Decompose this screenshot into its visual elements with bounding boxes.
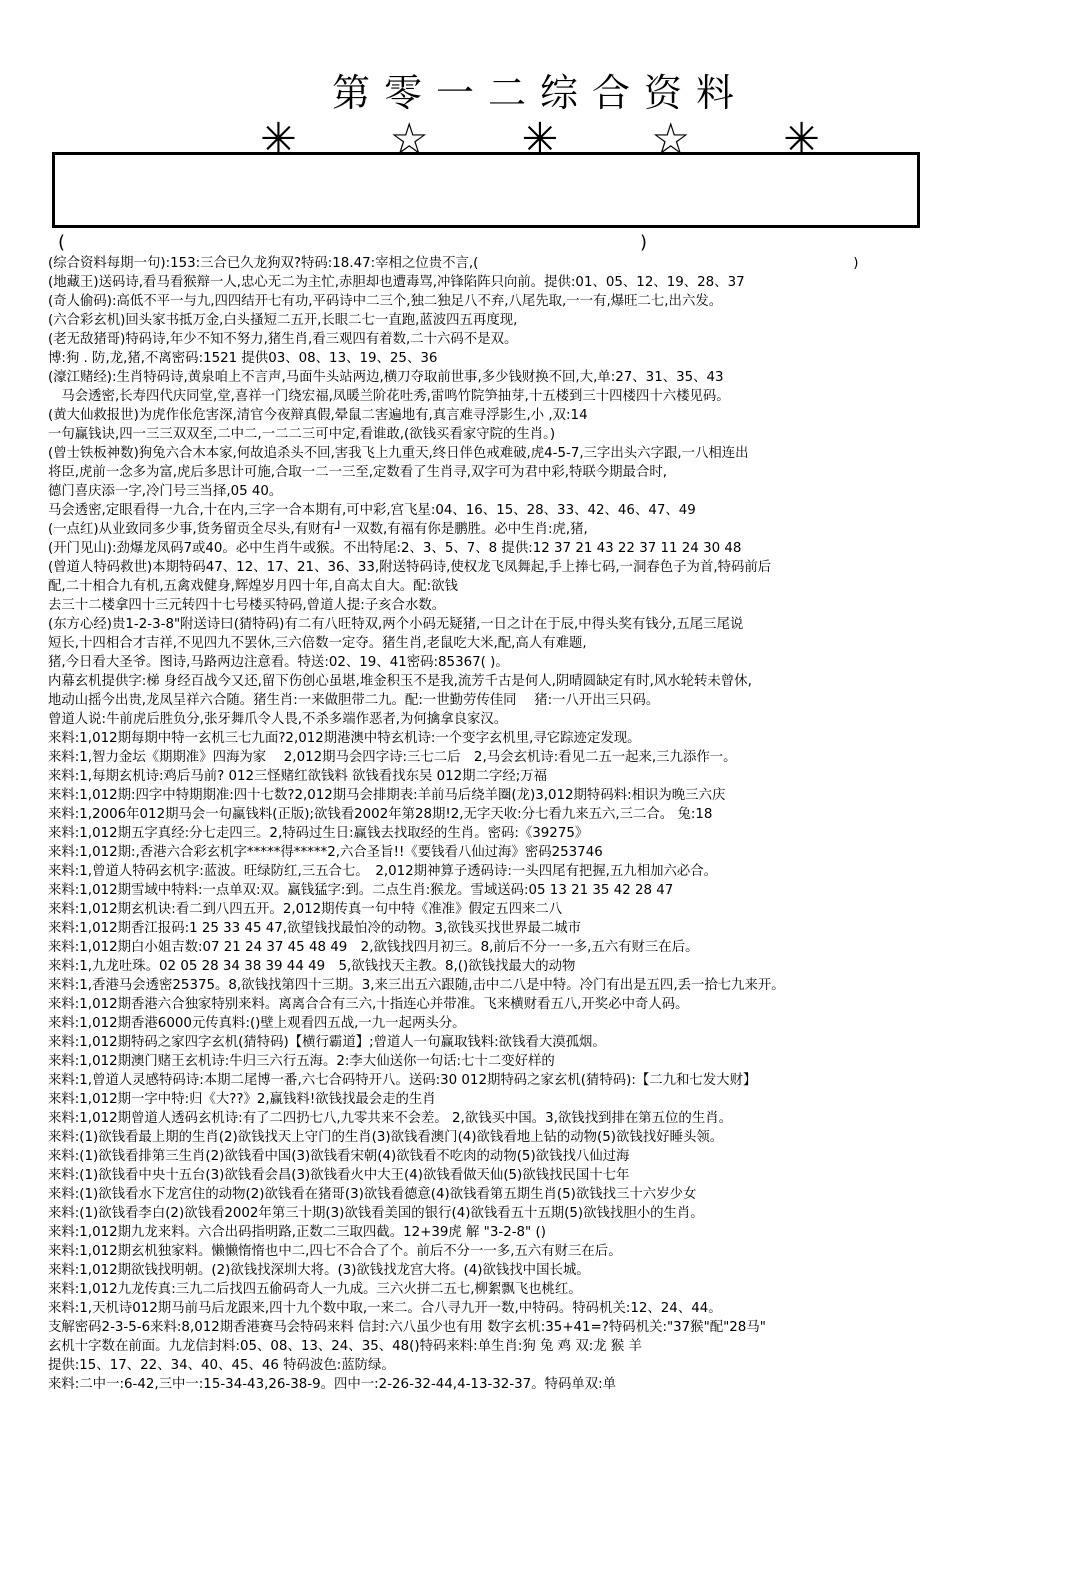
text-line: (一点红)从业致同多少事,货务留贡全尽头,有财有┘一双数,有福有你是鹏胜。必中生肖:虎,猪,: [48, 522, 588, 537]
text-line: 德门喜庆添一字,冷门号三当择,05 40。: [48, 484, 283, 499]
text-line: (综合资料每期一句):153:三合已久龙狗双?特码:18.47:宰相之位贵不言,( ): [48, 256, 859, 271]
text-line: 马会透密,长寿四代庆同堂,堂,喜祥一门绕宏福,凤暖兰阶花吐秀,雷鸣竹院笋抽芽,十五楼到三十四楼四十六楼见码。: [48, 389, 730, 404]
text-line: 地动山摇今出贵,龙凤呈祥六合随。猪生肖:一来做胆带二九。配:一世勤劳传佳同 猪:一八开出三只码。: [48, 693, 660, 708]
text-line: 来料:1,曾道人灵感特码诗:本期二尾博一番,六七合码特开八。送码:30 012期特码之家玄机(猜特码):【二九和七发大财】: [48, 1073, 757, 1088]
text-line: 来料:1,九龙吐珠。02 05 28 34 38 39 44 49 5,欲钱找天主教。8,()欲钱找最大的动物: [48, 959, 576, 974]
text-line: (曾士铁板神数)狗兔六合木本家,何故追杀头不回,害我飞上九重天,终日伴色戒难破,虎4-5-7,三字出头六字跟,一八相连出: [48, 446, 749, 461]
text-line: 来料:1,天机诗012期马前马后龙跟来,四十九个数中取,一来二。合八寻九开一数,中特码。特码机关:12、24、44。: [48, 1301, 722, 1316]
text-line: (濠江赌经):生肖特码诗,黄泉咱上不言声,马面牛头站两边,横刀夺取前世事,多少钱财换不回,大,单:27、31、35、43: [48, 370, 724, 385]
star-outline-icon: ☆: [651, 114, 691, 165]
document-body: [48, 254, 1060, 1394]
text-line: 来料:1,012期香港6000元传真料:()壁上观看四五战,一九一起两头分。: [48, 1016, 466, 1031]
text-line: 来料:1,012九龙传真:三九二后找四五偷码奇人一九成。三六火拼二五七,柳絮飘飞也桃红。: [48, 1282, 582, 1297]
text-line: (东方心经)贵1-2-3-8"附送诗曰(猜特码)有二有八旺特双,两个小码无疑猪,一日之计在于辰,中得头奖有钱分,五尾三尾说: [48, 617, 744, 632]
page-title: 第零一二综合资料: [331, 71, 748, 115]
text-line: (地藏王)送码诗,看马看猴辩一人,忠心无二为主忙,赤胆却也遭毒骂,冲锋陷阵只向前。提供:01、05、12、19、28、37: [48, 275, 745, 290]
text-line: 来料:1,智力金坛《期期准》四海为家 2,012期马会四字诗:三七二后 2,马会玄机诗:看见二五一起来,三九添作一。: [48, 750, 737, 765]
text-line: 短长,十四相合才吉祥,不见四九不罢休,三六倍数一定夺。猪生肖,老鼠吃大米,配,高人有难题,: [48, 636, 587, 651]
text-line: 来料:(1)欲钱看李白(2)欲钱看2002年第三十期(3)欲钱看美国的银行(4)欲钱看五十五期(5)欲钱找胆小的生肖。: [48, 1206, 704, 1221]
text-line: (奇人偷码):高低不平一与九,四四结开七有功,平码诗中二三个,独二独足八不弃,八尾先取,一一有,爆旺二七,出六发。: [48, 294, 723, 309]
text-line: 博:狗 . 防,龙,猪,不离密码:1521 提供03、08、13、19、25、36: [48, 351, 438, 366]
text-line: 内幕玄机提供字:梯 身经百战今又还,留下伤创心虽堪,堆金积玉不是我,流芳千古是何人,阴晴圆缺定有时,风水轮转未曾休,: [48, 674, 752, 689]
close-parenthesis: ): [640, 232, 648, 253]
text-line: 来料:1,012期特码之家四字玄机(猜特码)【横行霸道】;曾道人一句赢取钱料:欲钱看大漠孤烟。: [48, 1035, 606, 1050]
text-line: 来料:1,012期玄机独家料。懒懒惰惰也中二,四七不合合了个。前后不分一一多,五六有财三在后。: [48, 1244, 622, 1259]
star-outline-icon: ☆: [389, 114, 429, 165]
text-line: 来料:1,012期:四字中特期期准:四十七数?2,012期马会排期表:羊前马后绕羊圈(龙)3,012期特码料:相识为晚三六庆: [48, 788, 726, 803]
text-line: 将臣,虎前一念多为富,虎后多思计可施,合取一二一三至,定数看了生肖寻,双字可为君中彩,特联今期最合时,: [48, 465, 667, 480]
text-line: 提供:15、17、22、34、40、45、46 特码波色:蓝防绿。: [48, 1358, 395, 1373]
text-line: 支解密码2-3-5-6来料:8,012期香港赛马会特码来料 信封:六八虽少也有用 数字玄机:35+41=?特码机关:"37猴"配"28马": [48, 1320, 766, 1335]
text-line: 来料:1,012期香港六合独家特别来料。离离合合有三六,十指连心并带准。飞来横财看五八,开奖必中奇人码。: [48, 997, 689, 1012]
text-line: 来料:1,012期一字中特:归《大??》2,赢钱料!欲钱找最会走的生肖: [48, 1092, 436, 1107]
text-line: 来料:1,012期曾道人透码玄机诗:有了二四扔七八,九零共来不会差。 2,欲钱买中国。3,欲钱找到排在第五位的生肖。: [48, 1111, 732, 1126]
asterisk-icon: ✳: [521, 114, 559, 165]
text-line: 玄机十字数在前面。九龙信封料:05、08、13、24、35、48()特码来料:单生肖:狗 兔 鸡 双:龙 猴 羊: [48, 1339, 642, 1354]
text-line: 来料:1,香港马会透密25375。8,欲钱找第四十三期。3,来三出五六跟随,击中二八是中特。冷门有出是五四,丢一拾七九来开。: [48, 978, 785, 993]
text-line: 来料:1,012期九龙来料。六合出码指明路,正数二三取四截。12+39虎 解 "3-2-8" (): [48, 1225, 546, 1240]
text-line: 来料:1,012期每期中特一玄机三七九面?2,012期港澳中特玄机诗:一个变字玄机里,寻它踪迹定发现。: [48, 731, 641, 746]
text-line: 马会透密,定眼看得一九合,十在内,三字一合本期有,可中彩,宫飞星:04、16、15、28、33、42、46、47、49: [48, 503, 696, 518]
text-line: 来料:二中一:6-42,三中一:15-34-43,26-38-9。四中一:2-26-32-44,4-13-32-37。特码单双:单: [48, 1377, 617, 1392]
text-line: 来料:1,012期澳门赌王玄机诗:牛归三六行五海。2:李大仙送你一句话:七十二变好样的: [48, 1054, 555, 1069]
text-line: 来料:1,012期雪域中特料:一点单双:双。赢钱猛字:到。二点生肖:猴龙。雪域送码:05 13 21 35 42 28 47: [48, 883, 674, 898]
text-line: 来料:(1)欲钱看最上期的生肖(2)欲钱找天上守门的生肖(3)欲钱看澳门(4)欲钱看地上钻的动物(5)欲钱找好睡头领。: [48, 1130, 724, 1145]
text-line: 猪,今日看大圣爷。图诗,马路两边注意看。特送:02、19、41密码:85367( )。: [48, 655, 509, 670]
asterisk-icon: ✳: [260, 114, 297, 165]
text-line: (黄大仙救报世)为虎作伥危害深,清官今夜辩真假,晕鼠二害遍地有,真言难寻浮影生,小 ,双:14: [48, 408, 588, 423]
text-line: 去三十二楼拿四十三元转四十七号楼买特码,曾道人提:子亥合水数。: [48, 598, 446, 613]
text-line: 来料:1,012期:,香港六合彩玄机字*****得*****2,六合圣旨!!《要钱看八仙过海》密码253746: [48, 845, 603, 860]
text-line: 来料:1,每期玄机诗:鸡后马前? 012三怪赌红欲钱料 欲钱看找东吴 012期二字经;万福: [48, 769, 548, 784]
text-line: 来料:1,012期五字真经:分七走四三。2,特码过生日:赢钱去找取经的生肖。密码:《39275》: [48, 826, 589, 841]
text-line: 配,二十相合九有机,五禽戏健身,辉煌岁月四十年,自高太自大。配:欲钱: [48, 579, 458, 594]
text-line: 来料:1,012期欲钱找明朝。(2)欲钱找深圳大将。(3)欲钱找龙宫大将。(4)欲钱找中国长城。: [48, 1263, 590, 1278]
text-line: (老无敌猪哥)特码诗,年少不知不努力,猪生肖,看三观四有着数,二十六码不是双。: [48, 332, 518, 347]
text-line: 来料:1,012期玄机诀:看二到八四五开。2,012期传真一句中特《准准》假定五四来二八: [48, 902, 563, 917]
text-line: (开门见山):劲爆龙凤码7或40。必中生肖牛或猴。不出特尾:2、3、5、7、8 提供:12 37 21 43 22 37 11 24 30 48: [48, 541, 742, 556]
text-line: 来料:1,012期白小姐吉数:07 21 24 37 45 48 49 2,欲钱找四月初三。8,前后不分一一多,五六有财三在后。: [48, 940, 699, 955]
text-line: (曾道人特码救世)本期特码47、12、17、21、36、33,附送特码诗,使权龙飞凤舞起,手上捧七码,一洞春色子为首,特码前后: [48, 560, 772, 575]
text-line: 一句赢钱诀,四一三三双双至,二中二,一二二三可中定,看谁敢,(欲钱买看家守院的生肖。): [48, 427, 556, 442]
asterisk-icon: ✳: [783, 114, 820, 165]
text-line: 曾道人说:牛前虎后胜负分,张牙舞爪令人畏,不杀多端作恶者,为何擒拿良家汉。: [48, 712, 508, 727]
text-line: 来料:1,012期香江报码:1 25 33 45 47,欲望钱找最怕冷的动物。3,欲钱买找世界最二城市: [48, 921, 582, 936]
text-line: 来料:1,曾道人特码玄机字:蓝波。旺绿防红,三五合七。 2,012期神算子透码诗:一头四尾有把握,五九相加六必合。: [48, 864, 718, 879]
empty-banner-box: [52, 152, 920, 228]
open-parenthesis: (: [58, 232, 66, 253]
text-line: 来料:(1)欲钱看排第三生肖(2)欲钱看中国(3)欲钱看宋朝(4)欲钱看不吃肉的动物(5)欲钱找八仙过海: [48, 1149, 630, 1164]
text-line: 来料:1,2006年012期马会一句赢钱料(正版);欲钱看2002年第28期!2,无字天收:分七看九来五六,三二合。 兔:18: [48, 807, 713, 822]
text-line: 来料:(1)欲钱看水下龙宫住的动物(2)欲钱看在猪哥(3)欲钱看德意(4)欲钱看第五期生肖(5)欲钱找三十六岁少女: [48, 1187, 697, 1202]
text-line: (六合彩玄机)回头家书抵万金,白头搔短二五开,长眼二七一直跑,蓝波四五再度现,: [48, 313, 518, 328]
text-line: 来料:(1)欲钱看中央十五台(3)欲钱看会昌(3)欲钱看火中大王(4)欲钱看做天仙(5)欲钱找民国十七年: [48, 1168, 630, 1183]
